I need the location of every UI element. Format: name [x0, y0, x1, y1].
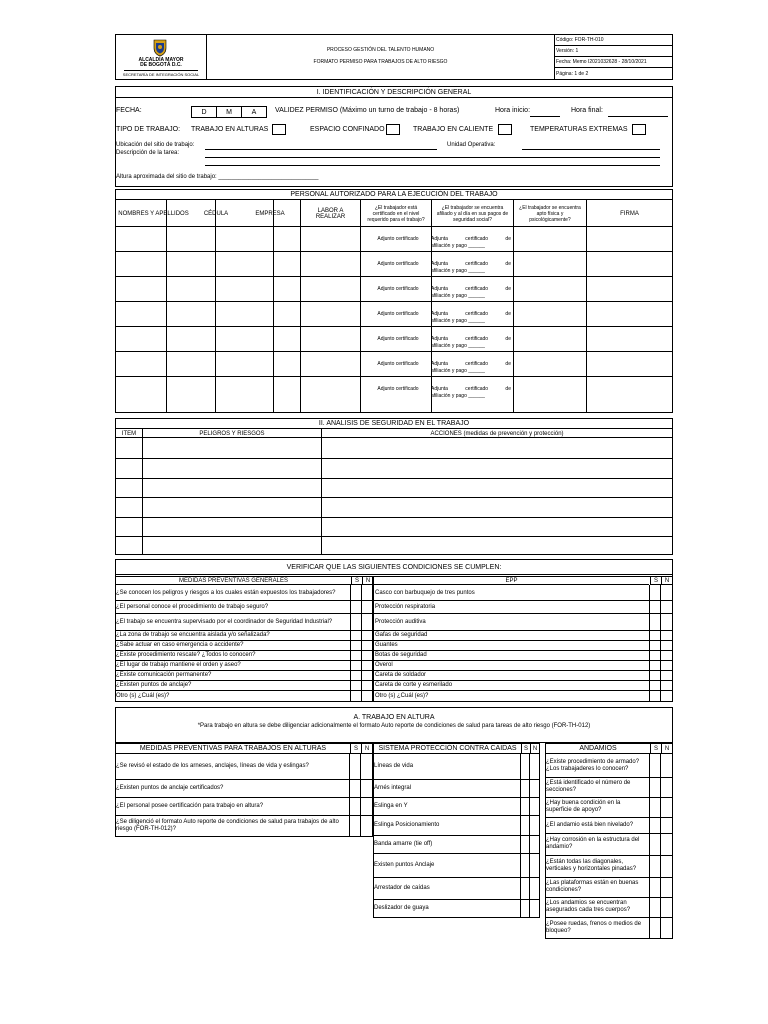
epp-item-text: Protección respiratoria — [375, 603, 436, 610]
personnel-row — [115, 326, 673, 351]
epp-header: EPP — [374, 577, 649, 585]
n-checkbox[interactable] — [362, 630, 372, 640]
s-checkbox[interactable] — [351, 585, 361, 600]
epp-row — [373, 650, 673, 660]
certificate-cell[interactable]: Adjunto certificado — [377, 336, 419, 342]
work-type-confined: ESPACIO CONFINADO — [310, 126, 385, 133]
affiliation-cell-line2[interactable]: afiliación y pago ______ — [431, 243, 485, 249]
certificate-cell[interactable]: Adjunto certificado — [377, 261, 419, 267]
fall-protection-n-checkbox[interactable] — [530, 754, 539, 779]
epp-row — [373, 690, 673, 701]
epp-n-checkbox[interactable] — [661, 670, 671, 680]
epp-row — [373, 660, 673, 670]
s-checkbox[interactable] — [351, 650, 361, 660]
n-header: N — [362, 577, 373, 585]
fall-protection-n-checkbox[interactable] — [530, 835, 539, 853]
scaffold-row — [545, 855, 673, 877]
section-1-title: I. IDENTIFICACIÓN Y DESCRIPCIÓN GENERAL — [116, 87, 672, 98]
epp-s-checkbox[interactable] — [650, 690, 660, 701]
hot-work-checkbox[interactable] — [498, 124, 512, 135]
scaffold-text: ¿Está identificado el número de secciones? — [546, 780, 631, 793]
scaffold-row — [545, 877, 673, 897]
height-measure-text: ¿Existen puntos de anclaje certificados? — [116, 784, 224, 791]
s-checkbox[interactable] — [351, 613, 361, 630]
epp-n-checkbox[interactable] — [661, 630, 671, 640]
affiliation-cell-line1[interactable]: Adjunta certificado de — [431, 361, 511, 367]
verify-title: VERIFICAR QUE LAS SIGUIENTES CONDICIONES SE CUMPLEN: — [116, 560, 672, 575]
affiliation-cell-line2[interactable]: afiliación y pago ______ — [431, 343, 485, 349]
epp-s-checkbox[interactable] — [650, 650, 660, 660]
epp-n-checkbox[interactable] — [661, 660, 671, 670]
heights-section — [115, 707, 673, 743]
identification-section — [115, 86, 673, 187]
work-type-label: TIPO DE TRABAJO: — [116, 126, 181, 133]
analysis-row[interactable] — [115, 438, 673, 458]
scaffold-row — [545, 917, 673, 938]
epp-n-checkbox[interactable] — [661, 600, 671, 613]
height-measure-s-checkbox[interactable] — [350, 815, 360, 836]
fall-protection-s-checkbox[interactable] — [521, 899, 529, 917]
fall-protection-n-checkbox[interactable] — [530, 815, 539, 835]
epp-item-text: Casco con barbuquejo de tres puntos — [375, 589, 475, 596]
date-day-field[interactable]: D — [191, 106, 217, 118]
col-item: ITEM — [121, 430, 137, 437]
affiliation-cell-line1[interactable]: Adjunta certificado de — [431, 236, 511, 242]
operative-unit-field[interactable] — [522, 149, 660, 150]
epp-n-checkbox[interactable] — [661, 680, 671, 690]
location-label: Ubicación del sitio de trabajo: — [116, 142, 195, 148]
description-label: Descripción de la tarea: — [116, 150, 180, 156]
personnel-row — [115, 351, 673, 376]
height-measure-s-checkbox[interactable] — [350, 779, 360, 797]
n-checkbox[interactable] — [362, 650, 372, 660]
height-measure-s-checkbox[interactable] — [350, 797, 360, 815]
a3-s-header: S — [650, 744, 661, 754]
scaffold-row — [545, 833, 673, 855]
height-label[interactable]: Altura aproximada del sitio de trabajo: ______________________________ — [116, 174, 319, 180]
general-measure-row — [115, 690, 373, 701]
n-checkbox[interactable] — [362, 690, 372, 701]
height-measure-text: ¿Se revisó el estado de los arneses, anclajes, líneas de vida y eslingas? — [116, 763, 309, 769]
a2-s-header: S — [521, 744, 530, 754]
scaffold-text: ¿Hay buena condición en la superficie de apoyo? — [546, 800, 621, 813]
height-measure-n-checkbox[interactable] — [361, 797, 372, 815]
epp-item-text: Gafas de seguridad — [375, 632, 428, 638]
col-fit: ¿El trabajador se encuentra apto física y psicológicamente? — [519, 204, 581, 223]
epp-item-text: Careta de soldador — [375, 672, 427, 678]
analysis-row[interactable] — [115, 536, 673, 556]
general-measure-row — [115, 660, 373, 670]
s-checkbox[interactable] — [351, 680, 361, 690]
personnel-row — [115, 301, 673, 326]
epp-s-checkbox[interactable] — [650, 660, 660, 670]
col-company: EMPRESA — [255, 210, 285, 217]
fall-protection-s-checkbox[interactable] — [521, 754, 529, 779]
scaffold-text: ¿Posee ruedas, frenos o medios de bloqueo? — [546, 920, 642, 934]
epp-s-checkbox[interactable] — [650, 613, 660, 630]
certificate-cell[interactable]: Adjunto certificado — [377, 286, 419, 292]
fall-protection-s-checkbox[interactable] — [521, 779, 529, 797]
general-measure-row — [115, 585, 373, 600]
format-name: FORMATO PERMISO PARA TRABAJOS DE ALTO RIESGO — [313, 59, 448, 65]
general-measure-row — [115, 670, 373, 680]
document-metadata — [554, 35, 673, 79]
fecha-label: FECHA: — [116, 107, 142, 114]
location-field[interactable] — [205, 149, 437, 150]
general-measure-text: ¿Se conocen los peligros y riesgos a los cuales están expuestos los trabajadores? — [116, 589, 336, 596]
work-type-extreme-temp: TEMPERATURAS EXTREMAS — [530, 126, 628, 133]
section-a-note: *Para trabajo en altura se debe diligenciar adicionalmente el formato Auto reporte de condiciones de salud para tareas de alto riesgo (FOR-TH-012) — [197, 723, 591, 729]
scaffold-s-checkbox[interactable] — [650, 817, 660, 833]
s-checkbox[interactable] — [351, 690, 361, 701]
scaffold-row — [545, 754, 673, 777]
epp-item-text: Botas de seguridad — [375, 652, 427, 658]
s-checkbox[interactable] — [351, 630, 361, 640]
n-checkbox[interactable] — [362, 640, 372, 650]
epp-row — [373, 585, 673, 600]
description-field[interactable] — [205, 157, 660, 158]
general-measure-row — [115, 650, 373, 660]
height-measure-text: ¿El personal posee certificación para trabajo en altura? — [116, 802, 264, 809]
s-checkbox[interactable] — [351, 600, 361, 613]
general-measure-row — [115, 640, 373, 650]
fall-protection-n-checkbox[interactable] — [530, 899, 539, 917]
affiliation-cell-line1[interactable]: Adjunta certificado de — [431, 286, 511, 292]
scaffold-s-checkbox[interactable] — [650, 897, 660, 917]
scaffold-text: ¿Están todas las diagonales, verticales y horizontales pinadas? — [546, 859, 637, 872]
fall-protection-s-checkbox[interactable] — [521, 815, 529, 835]
section-2-title: II. ANALISIS DE SEGURIDAD EN EL TRABAJO — [116, 419, 672, 429]
analysis-row[interactable] — [115, 516, 673, 536]
affiliation-cell-line2[interactable]: afiliación y pago ______ — [431, 318, 485, 324]
n-checkbox[interactable] — [362, 680, 372, 690]
certificate-cell[interactable]: Adjunto certificado — [377, 311, 419, 317]
scaffold-n-checkbox[interactable] — [661, 777, 672, 797]
certificate-cell[interactable]: Adjunto certificado — [377, 361, 419, 367]
fall-protection-text: Deslizador de guaya — [374, 904, 429, 911]
work-type-heights: TRABAJO EN ALTURAS — [191, 126, 269, 133]
date-month-field[interactable]: M — [216, 106, 242, 118]
general-measure-row — [115, 680, 373, 690]
affiliation-cell-line1[interactable]: Adjunta certificado de — [431, 261, 511, 267]
epp-s-checkbox[interactable] — [650, 600, 660, 613]
fall-protection-header: SISTEMA PROTECCIÓN CONTRA CAIDAS — [374, 744, 521, 754]
general-measure-row — [115, 613, 373, 630]
fall-protection-row — [373, 899, 540, 917]
personnel-row — [115, 276, 673, 301]
height-measure-row — [115, 779, 373, 797]
scaffold-s-checkbox[interactable] — [650, 877, 660, 897]
a1-n-header: N — [361, 744, 372, 754]
scaffold-text: ¿Los andamios se encuentran asegurados cada tres cuerpos? — [546, 900, 631, 913]
fall-protection-s-checkbox[interactable] — [521, 797, 529, 815]
general-measure-text: ¿Existen puntos de anclaje? — [116, 682, 192, 688]
general-measure-text: ¿El personal conoce el procedimiento de trabajo seguro? — [116, 603, 269, 610]
personnel-row — [115, 251, 673, 276]
date-year-field[interactable]: A — [241, 106, 267, 118]
general-measure-row — [115, 600, 373, 613]
scaffold-n-checkbox[interactable] — [661, 754, 672, 777]
height-measure-n-checkbox[interactable] — [361, 779, 372, 797]
scaffold-s-checkbox[interactable] — [650, 855, 660, 877]
confined-checkbox[interactable] — [386, 124, 400, 135]
scaffold-row — [545, 817, 673, 833]
fall-protection-text: Arnés integral — [374, 784, 412, 791]
scaffold-s-checkbox[interactable] — [650, 754, 660, 777]
scaffold-s-checkbox[interactable] — [650, 833, 660, 855]
col-labor: LABOR A REALIZAR — [315, 207, 346, 220]
epp-s-checkbox[interactable] — [650, 670, 660, 680]
s-header: S — [351, 577, 362, 585]
height-measure-row — [115, 797, 373, 815]
logo-text-line2: DE BOGOTÁ D.C. — [140, 62, 182, 68]
height-measure-n-checkbox[interactable] — [361, 754, 372, 779]
analysis-row[interactable] — [115, 497, 673, 517]
affiliation-cell-line1[interactable]: Adjunta certificado de — [431, 311, 511, 317]
validity-label: VALIDEZ PERMISO (Máximo un turno de trabajo - 8 horas) — [275, 107, 460, 114]
epp-s-checkbox[interactable] — [650, 630, 660, 640]
fall-protection-row — [373, 815, 540, 835]
fall-protection-text: Existen puntos Anclaje — [374, 861, 435, 868]
epp-n-checkbox[interactable] — [661, 585, 671, 600]
col-names: NOMBRES Y APELLIDOS — [118, 210, 189, 217]
n-checkbox[interactable] — [362, 670, 372, 680]
col-hazards: PELIGROS Y RIESGOS — [199, 430, 265, 437]
start-time-label: Hora inicio: — [495, 107, 531, 114]
scaffold-n-checkbox[interactable] — [661, 797, 672, 817]
epp-item-text: Otro (s) ¿Cuál (es)? — [375, 692, 429, 699]
height-measure-s-checkbox[interactable] — [350, 754, 360, 779]
scaffold-text: ¿Existe procedimiento de armado? ¿Los trabajaderes lo conocen? — [546, 758, 640, 772]
scaffold-n-checkbox[interactable] — [661, 897, 672, 917]
personnel-title: PERSONAL AUTORIZADO PARA LA EJECUCIÓN DEL TRABAJO — [116, 190, 672, 200]
process-name: PROCESO GESTIÓN DEL TALENTO HUMANO — [326, 47, 435, 53]
s-checkbox[interactable] — [351, 640, 361, 650]
n-checkbox[interactable] — [362, 613, 372, 630]
a1-s-header: S — [350, 744, 361, 754]
operative-unit-label: Unidad Operativa: — [447, 142, 496, 148]
s-checkbox[interactable] — [351, 670, 361, 680]
general-measures-header: MEDIDAS PREVENTIVAS GENERALES — [116, 577, 351, 585]
fall-protection-row — [373, 853, 540, 877]
scaffold-text: ¿El andamio está bien nivelado? — [546, 821, 634, 828]
s-checkbox[interactable] — [351, 660, 361, 670]
height-measures-header: MEDIDAS PREVENTIVAS PARA TRABAJOS EN ALTURAS — [116, 744, 350, 754]
general-measure-text: ¿La zona de trabajo se encuentra aislada y/o señalizada? — [116, 632, 270, 638]
scaffold-text: ¿Hay corrosión en la estructura del andamio? — [546, 837, 640, 850]
scaffold-s-checkbox[interactable] — [650, 797, 660, 817]
logo-subtitle: SECRETARÍA DE INTEGRACIÓN SOCIAL — [122, 72, 200, 77]
fall-protection-s-checkbox[interactable] — [521, 853, 529, 877]
epp-row — [373, 680, 673, 690]
scaffold-n-checkbox[interactable] — [661, 917, 672, 938]
fall-protection-row — [373, 835, 540, 853]
epp-item-text: Careta de corte y esmerilado — [375, 682, 453, 688]
affiliation-cell-line1[interactable]: Adjunta certificado de — [431, 386, 511, 392]
fall-protection-row — [373, 797, 540, 815]
height-measure-row — [115, 754, 373, 779]
general-measure-text: ¿El trabajo se encuentra supervisado por el coordinador de Seguridad Industrial? — [116, 618, 333, 625]
fall-protection-n-checkbox[interactable] — [530, 797, 539, 815]
scaffold-header: ANDAMIOS — [546, 744, 650, 754]
epp-row — [373, 630, 673, 640]
affiliation-cell-line2[interactable]: afiliación y pago ______ — [431, 393, 485, 399]
col-id: CÉDULA — [203, 210, 229, 217]
epp-item-text: Guantes — [375, 642, 398, 648]
fall-protection-text: Arrestador de caídas — [374, 884, 430, 891]
end-time-label: Hora final: — [571, 107, 603, 114]
version-cell: Versión: 1 — [555, 46, 673, 57]
affiliation-cell-line2[interactable]: afiliación y pago ______ — [431, 268, 485, 274]
certificate-cell[interactable]: Adjunto certificado — [377, 236, 419, 242]
epp-row — [373, 640, 673, 650]
epp-n-checkbox[interactable] — [661, 690, 671, 701]
scaffold-n-checkbox[interactable] — [661, 833, 672, 855]
n-checkbox[interactable] — [362, 585, 372, 600]
height-measure-row — [115, 815, 373, 836]
scaffold-text: ¿Las plataformas están en buenas condiciones? — [546, 880, 639, 893]
personnel-row — [115, 376, 673, 401]
fall-protection-row — [373, 877, 540, 899]
fall-protection-row — [373, 754, 540, 779]
scaffold-n-checkbox[interactable] — [661, 877, 672, 897]
col-signature: FIRMA — [620, 210, 639, 217]
affiliation-cell-line2[interactable]: afiliación y pago ______ — [431, 368, 485, 374]
col-actions: ACCIONES (medidas de prevención y protección) — [430, 430, 564, 437]
affiliation-cell-line1[interactable]: Adjunta certificado de — [431, 336, 511, 342]
a3-n-header: N — [661, 744, 672, 754]
fall-protection-s-checkbox[interactable] — [521, 877, 529, 899]
general-measure-row — [115, 630, 373, 640]
logo-text-line1: ALCALDÍA MAYOR — [138, 57, 184, 63]
scaffold-row — [545, 797, 673, 817]
heights-checkbox[interactable] — [272, 124, 286, 135]
fall-protection-n-checkbox[interactable] — [530, 877, 539, 899]
fall-protection-n-checkbox[interactable] — [530, 779, 539, 797]
fall-protection-text: Líneas de vida — [374, 763, 414, 769]
analysis-row[interactable] — [115, 477, 673, 497]
fall-protection-text: Banda amarre (tie off) — [374, 840, 433, 847]
epp-n-header: N — [661, 577, 672, 585]
n-checkbox[interactable] — [362, 600, 372, 613]
epp-item-text: Overol — [375, 662, 393, 668]
height-measure-n-checkbox[interactable] — [361, 815, 372, 836]
affiliation-cell-line2[interactable]: afiliación y pago ______ — [431, 293, 485, 299]
scaffold-n-checkbox[interactable] — [661, 817, 672, 833]
fall-protection-n-checkbox[interactable] — [530, 853, 539, 877]
epp-row — [373, 600, 673, 613]
epp-n-checkbox[interactable] — [661, 650, 671, 660]
scaffold-row — [545, 777, 673, 797]
scaffold-row — [545, 897, 673, 917]
document-header — [115, 34, 673, 80]
fall-protection-row — [373, 779, 540, 797]
analysis-row[interactable] — [115, 458, 673, 478]
general-measure-text: ¿Existe comunicación permanente? — [116, 672, 212, 678]
personnel-row — [115, 226, 673, 251]
epp-s-checkbox[interactable] — [650, 680, 660, 690]
section-a-title: A. TRABAJO EN ALTURA — [353, 714, 435, 721]
col-affiliated: ¿El trabajador se encuentra afiliado y al día en sus pagos de seguridad social? — [436, 204, 509, 223]
epp-row — [373, 613, 673, 630]
epp-row — [373, 670, 673, 680]
fall-protection-s-checkbox[interactable] — [521, 835, 529, 853]
epp-item-text: Protección auditiva — [375, 618, 426, 625]
general-measure-text: ¿Sabe actuar en caso emergencia o accidente? — [116, 642, 244, 648]
epp-s-checkbox[interactable] — [650, 585, 660, 600]
scaffold-s-checkbox[interactable] — [650, 917, 660, 938]
work-type-hot: TRABAJO EN CALIENTE — [413, 126, 494, 133]
general-measure-text: Otro (s) ¿Cuál (es)? — [116, 692, 170, 699]
code-cell: Código: FOR-TH-010 — [555, 35, 673, 46]
scaffold-s-checkbox[interactable] — [650, 777, 660, 797]
date-cell: Fecha: Memo I2021032628 - 28/10/2021 — [555, 57, 673, 68]
bogota-coat-of-arms-icon — [153, 39, 167, 57]
a2-n-header: N — [530, 744, 539, 754]
scaffold-n-checkbox[interactable] — [661, 855, 672, 877]
col-certified: ¿El trabajador está certificado en el nivel requerido para el trabajo? — [367, 204, 425, 223]
fall-protection-text: Eslinga en Y — [374, 802, 408, 809]
epp-s-header: S — [650, 577, 661, 585]
extreme-temp-checkbox[interactable] — [632, 124, 646, 135]
height-measure-text: ¿Se diligenció el formato Auto reporte de condiciones de salud para trabajos de alto riesgo (FOR-TH-012)? — [116, 818, 339, 832]
certificate-cell[interactable]: Adjunto certificado — [377, 386, 419, 392]
epp-n-checkbox[interactable] — [661, 640, 671, 650]
general-measure-text: ¿Existe procedimiento rescate? ¿Todos lo conocen? — [116, 652, 256, 658]
logo-area — [116, 35, 207, 79]
general-measure-text: ¿El lugar de trabajo mantiene el orden y aseo? — [116, 662, 241, 668]
n-checkbox[interactable] — [362, 660, 372, 670]
epp-n-checkbox[interactable] — [661, 613, 671, 630]
fall-protection-text: Eslinga Posicionamiento — [374, 821, 440, 828]
page-cell: Página: 1 de 2 — [556, 70, 589, 77]
epp-s-checkbox[interactable] — [650, 640, 660, 650]
